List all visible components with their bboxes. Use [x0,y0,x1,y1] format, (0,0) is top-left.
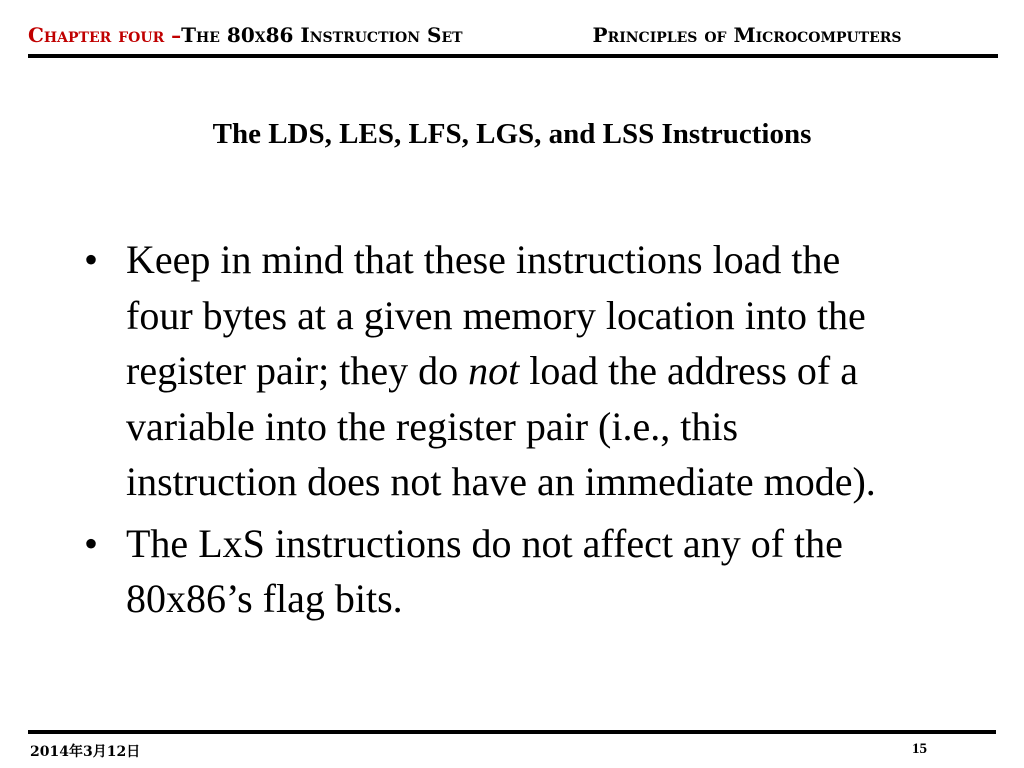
bullet-emphasis: not [468,348,520,393]
chapter-title: The 80x86 Instruction Set [181,23,463,47]
bullet-item [84,516,904,627]
bullet-text-before: Keep in mind that these instructions load the four bytes at a given memory location into the register pair; they do [126,237,866,393]
footer-date: 2014年3月12日 [30,744,141,760]
chapter-prefix: Chapter four – [28,23,182,47]
bullet-text: The LxS instructions do not affect any of the 80x86’s flag bits. [126,520,843,621]
bullet-item [84,232,904,510]
page-number: 15 [912,741,927,757]
bullet-list [84,232,904,633]
slide-header [28,23,998,47]
header-divider [28,54,998,58]
footer-divider [28,730,996,734]
bullet-glyph: • [84,520,99,566]
slide-title: The LDS, LES, LFS, LGS, and LSS Instructions [212,118,812,150]
bullet-text-after: load the address of a variable into the register pair (i.e., this instruction does not have an immediate mode). [126,348,876,504]
course-name: Principles of Microcomputers [592,23,902,47]
bullet-glyph: • [84,237,99,282]
